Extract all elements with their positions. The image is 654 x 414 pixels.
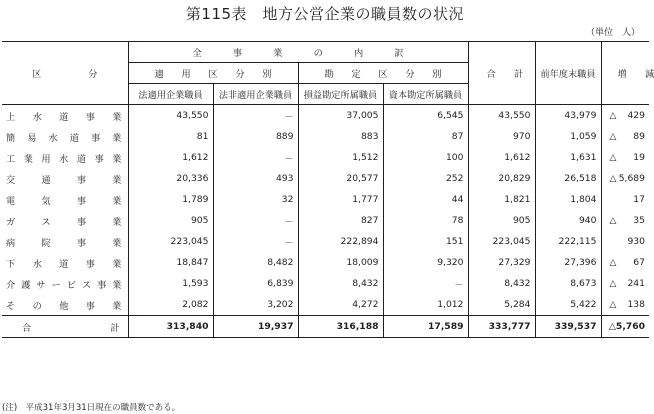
table-row [2,126,649,147]
delta-value: 19 [633,152,645,163]
cell-shihon: 252 [383,168,468,189]
header-col-soneki: 損益勘定所属職員 [298,84,383,105]
cell-prev: 940 [535,210,601,231]
delta-value: 67 [633,257,645,268]
cell-tekiyo: 2,082 [128,294,213,316]
cell-shihon: 1,012 [383,294,468,316]
row-category: ガス事業 [2,210,128,231]
row-category: 工業用水道事業 [2,147,128,168]
cell-shihon: 9,320 [383,252,468,273]
row-category: 簡易水道事業 [2,126,128,147]
row-category: 電気事業 [2,189,128,210]
cell-goukei: 27,329 [468,252,535,273]
total-delta: △5,760 [601,316,649,338]
cell-hitekiyo: 493 [213,168,298,189]
decrease-mark: △ [609,131,617,142]
delta-value: 241 [627,278,645,289]
table-row [2,252,649,273]
cell-soneki: 20,577 [298,168,383,189]
cell-hitekiyo: － [213,105,298,127]
delta-value: 5,689 [618,173,645,184]
cell-prev: 1,059 [535,126,601,147]
table-row [2,168,649,189]
cell-soneki: 827 [298,210,383,231]
staff-table [2,41,654,338]
cell-shihon: 87 [383,126,468,147]
delta-value: 17 [633,194,645,205]
cell-prev: 1,804 [535,189,601,210]
table-row [2,210,649,231]
cell-goukei: 8,432 [468,273,535,294]
cell-goukei: 970 [468,126,535,147]
cell-tekiyo: 18,847 [128,252,213,273]
delta-value: 89 [633,131,645,142]
cell-prev: 26,518 [535,168,601,189]
cell-prev: 222,115 [535,231,601,252]
cell-goukei: 20,829 [468,168,535,189]
header-kubun: 区 分 [2,42,128,105]
cell-tekiyo: 905 [128,210,213,231]
table-row [2,105,649,127]
row-category: その他事業 [2,294,128,316]
cell-soneki: 8,432 [298,273,383,294]
cell-tekiyo: 20,336 [128,168,213,189]
cell-goukei: 905 [468,210,535,231]
cell-goukei: 43,550 [468,105,535,127]
cell-tekiyo: 223,045 [128,231,213,252]
table-row [2,189,649,210]
table-row [2,147,649,168]
header-tekiyo-group: 適 用 区 分 別 [128,63,298,84]
header-prev-year: 前年度末職員 [535,42,601,105]
cell-prev: 43,979 [535,105,601,127]
cell-hitekiyo: 3,202 [213,294,298,316]
cell-delta [601,273,649,294]
cell-delta [601,168,649,189]
cell-delta [601,210,649,231]
cell-goukei: 1,612 [468,147,535,168]
cell-goukei: 223,045 [468,231,535,252]
cell-hitekiyo: 32 [213,189,298,210]
cell-hitekiyo: 8,482 [213,252,298,273]
decrease-mark: △ [609,299,617,310]
row-category: 上水道事業 [2,105,128,127]
header-breakdown: 全 事 業 の 内 訳 [128,42,468,63]
table-row [2,231,649,252]
cell-delta [601,252,649,273]
cell-tekiyo: 1,789 [128,189,213,210]
cell-tekiyo: 81 [128,126,213,147]
cell-soneki: 222,894 [298,231,383,252]
total-hitekiyo: 19,937 [213,316,298,338]
cell-prev: 27,396 [535,252,601,273]
cell-delta [601,189,649,210]
cell-shihon: － [383,273,468,294]
header-kanjo-group: 勘 定 区 分 別 [298,63,468,84]
delta-value: 429 [627,110,645,121]
row-category: 介護サービス事業 [2,273,128,294]
total-prev: 339,537 [535,316,601,338]
decrease-mark: △ [609,257,617,268]
total-shihon: 17,589 [383,316,468,338]
table-row [2,273,649,294]
header-col-hitekiyo: 法非適用企業職員 [213,84,298,105]
cell-delta [601,126,649,147]
cell-soneki: 883 [298,126,383,147]
cell-soneki: 1,777 [298,189,383,210]
row-category: 下水道事業 [2,252,128,273]
total-label: 合計 [2,316,128,338]
cell-goukei: 1,821 [468,189,535,210]
cell-shihon: 100 [383,147,468,168]
cell-hitekiyo: 889 [213,126,298,147]
cell-shihon: 151 [383,231,468,252]
header-col-shihon: 資本勘定所属職員 [383,84,468,105]
cell-goukei: 5,284 [468,294,535,316]
header-col-tekiyo: 法適用企業職員 [128,84,213,105]
delta-value: 138 [627,299,645,310]
decrease-mark: △ [609,278,617,289]
unit-label: （単位 人） [585,28,640,38]
cell-hitekiyo: － [213,231,298,252]
total-goukei: 333,777 [468,316,535,338]
delta-value: 35 [633,215,645,226]
row-category: 病院事業 [2,231,128,252]
cell-shihon: 44 [383,189,468,210]
cell-soneki: 18,009 [298,252,383,273]
decrease-mark: △ [609,110,617,121]
cell-tekiyo: 43,550 [128,105,213,127]
header-goukei: 合 計 [468,42,535,105]
total-soneki: 316,188 [298,316,383,338]
page-title: 第115表 地方公営企業の職員数の状況 [185,5,465,23]
row-category: 交通事業 [2,168,128,189]
cell-prev: 8,673 [535,273,601,294]
cell-tekiyo: 1,612 [128,147,213,168]
cell-hitekiyo: － [213,147,298,168]
cell-hitekiyo: － [213,210,298,231]
cell-delta [601,231,649,252]
cell-delta [601,147,649,168]
cell-soneki: 4,272 [298,294,383,316]
total-row [2,316,649,338]
table-row [2,294,649,316]
decrease-mark: △ [609,215,617,226]
cell-delta [601,105,649,127]
delta-value: 930 [627,236,645,247]
cell-hitekiyo: 6,839 [213,273,298,294]
header-zougen: 増 減 [601,42,649,105]
footnote: (注) 平成31年3月31日現在の職員数である。 [2,403,181,413]
total-tekiyo: 313,840 [128,316,213,338]
cell-soneki: 1,512 [298,147,383,168]
decrease-mark: △ [609,173,617,184]
cell-tekiyo: 1,593 [128,273,213,294]
cell-shihon: 6,545 [383,105,468,127]
cell-prev: 1,631 [535,147,601,168]
cell-shihon: 78 [383,210,468,231]
decrease-mark: △ [609,152,617,163]
cell-soneki: 37,005 [298,105,383,127]
cell-prev: 5,422 [535,294,601,316]
cell-delta [601,294,649,316]
